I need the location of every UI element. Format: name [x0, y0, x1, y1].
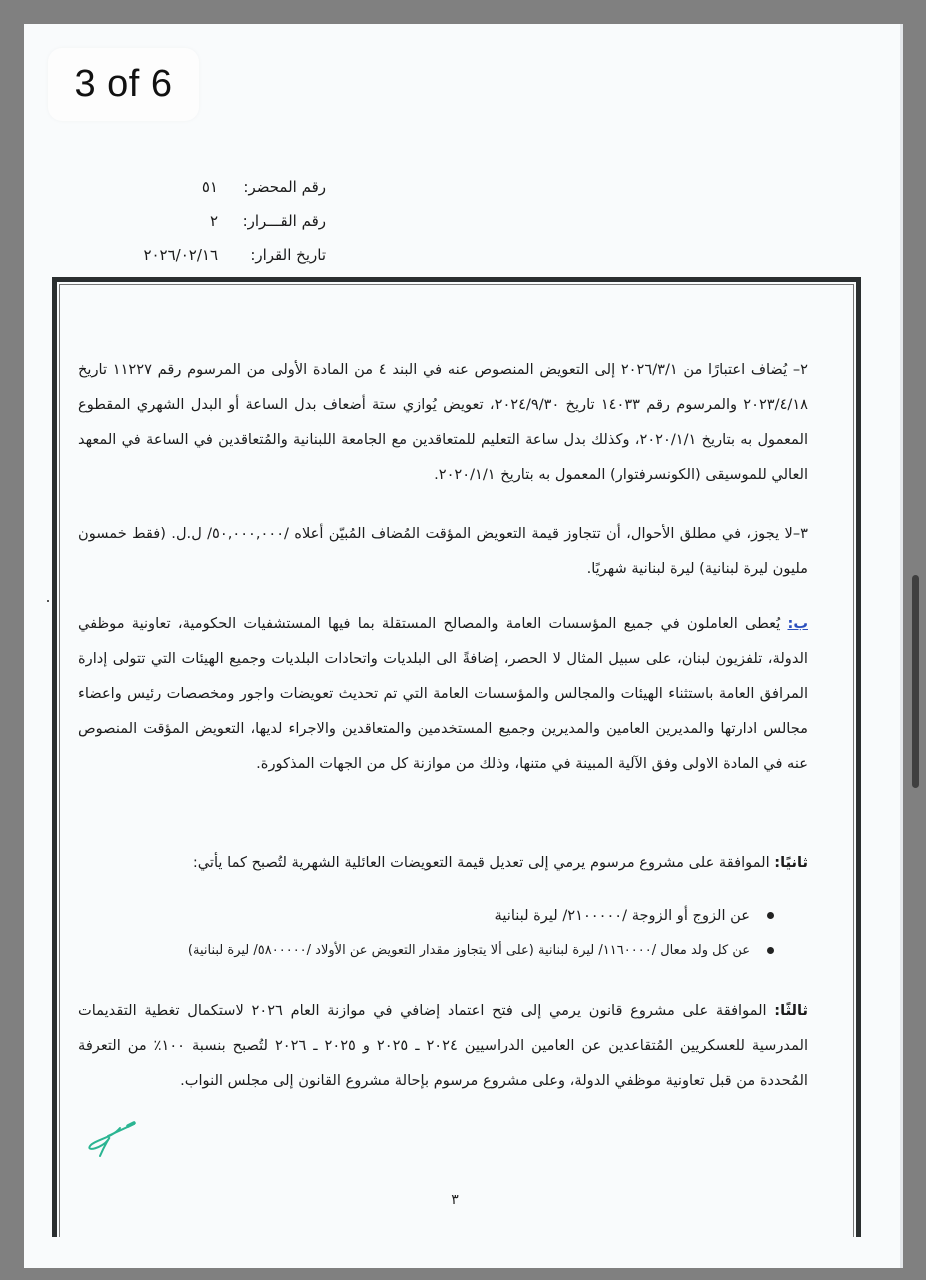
page-indicator: 3 of 6 [48, 48, 199, 121]
decision-metadata [96, 170, 326, 272]
list-item [78, 933, 808, 968]
second-label: ثانيًا: [774, 854, 808, 871]
decision-date-row [96, 238, 326, 272]
third-label: ثالثًا: [774, 1002, 808, 1019]
decision-date-label: تاريخ القرار: [250, 246, 326, 264]
section-b-label: ب: [787, 615, 808, 632]
minutes-number-row [96, 170, 326, 204]
decision-date-value: ٢٠٢٦/٠٢/١٦ [143, 246, 218, 264]
family-allowance-list [78, 898, 808, 968]
scan-artifact [47, 600, 49, 602]
minutes-number-label: رقم المحضر: [243, 178, 326, 196]
paragraph-item-3: ٣–لا يجوز، في مطلق الأحوال، أن تتجاوز قيمة التعويض المؤقت المُضاف المُبيّن أعلاه /٥٠,٠٠٠,٠٠٠/ ل.ل. (فقط خمسون مليون ليرة لبنانية) ليرة لبنانية شهريًا. [78, 525, 808, 577]
section-b-text: يُعطى العاملون في جميع المؤسسات العامة والمصالح المستقلة بما فيها المستشفيات الحكومية، تعاونية موظفي الدولة، تلفزيون لبنان، على سبيل المثال لا الحصر، إضافةً الى البلديات واتحادات البلديات وجميع الهيئات التي تتولى إدارة المرافق العامة باستثناء الهيئات والمجالس والمؤسسات العامة التي تم تحديث تعويضات واجور ومخصصات رئيس واعضاء مجالس ادارتها والمديرين العامين والمديرين وجميع المستخدمين والمتعاقدين والاجراء لديها، التعويض المؤقت المنصوص عنه في المادة الاولى وفق الآلية المبينة في متنها، وذلك من موازنة كل من الجهات المذكورة. [78, 615, 808, 772]
list-item-text: عن الزوج أو الزوجة /٢١٠٠٠٠٠/ ليرة لبنانية [494, 907, 750, 924]
paragraph-third [78, 993, 808, 1098]
paragraph-section-b [78, 606, 808, 781]
decision-number-value: ٢ [209, 212, 218, 230]
list-item [78, 898, 808, 933]
paragraph-second [78, 845, 808, 880]
minutes-number-value: ٥١ [201, 178, 218, 196]
signature-icon [84, 1118, 140, 1158]
paragraph-item-2: ٢– يُضاف اعتبارًا من ٢٠٢٦/٣/١ إلى التعويض المنصوص عنه في البند ٤ من المادة الأولى من المرسوم رقم ١١٢٢٧ تاريخ ٢٠٢٣/٤/١٨ والمرسوم رقم ١٤٠٣٣ تاريخ ٢٠٢٤/٩/٣٠، تعويض يُوازي ستة أضعاف بدل الساعة أو البدل الشهري المقطوع المعمول به بتاريخ ٢٠٢٠/١/١، وكذلك بدل ساعة التعليم للمتعاقدين مع الجامعة اللبنانية والمُتعاقدين في الساعة في المعهد العالي للموسيقى (الكونسرفتوار) المعمول به بتاريخ ٢٠٢٠/١/١. [78, 361, 808, 483]
decision-number-row [96, 204, 326, 238]
third-text: الموافقة على مشروع قانون يرمي إلى فتح اعتماد إضافي في موازنة العام ٢٠٢٦ لاستكمال تغطية التقديمات المدرسية للعسكريين المُتقاعدين عن العامين الدراسيين ٢٠٢٤ ـ ٢٠٢٥ و ٢٠٢٥ ـ ٢٠٢٦ لتُصبح بنسبة ١٠٠٪ من التعرفة المُحددة من قبل تعاونية موظفي الدولة، وعلى مشروع مرسوم بإحالة مشروع القانون إلى مجلس النواب. [78, 1002, 809, 1089]
list-item-text: عن كل ولد معال /١١٦٠٠٠٠/ ليرة لبنانية (على ألا يتجاوز مقدار التعويض عن الأولاد /٥٨٠٠٠٠٠/ ليرة لبنانية) [187, 943, 750, 958]
vertical-scrollbar[interactable] [912, 575, 919, 788]
decision-number-label: رقم القـــرار: [242, 212, 326, 230]
page-number: ٣ [451, 1192, 459, 1208]
second-text: الموافقة على مشروع مرسوم يرمي إلى تعديل قيمة التعويضات العائلية الشهرية لتُصبح كما يأتي: [192, 854, 775, 871]
